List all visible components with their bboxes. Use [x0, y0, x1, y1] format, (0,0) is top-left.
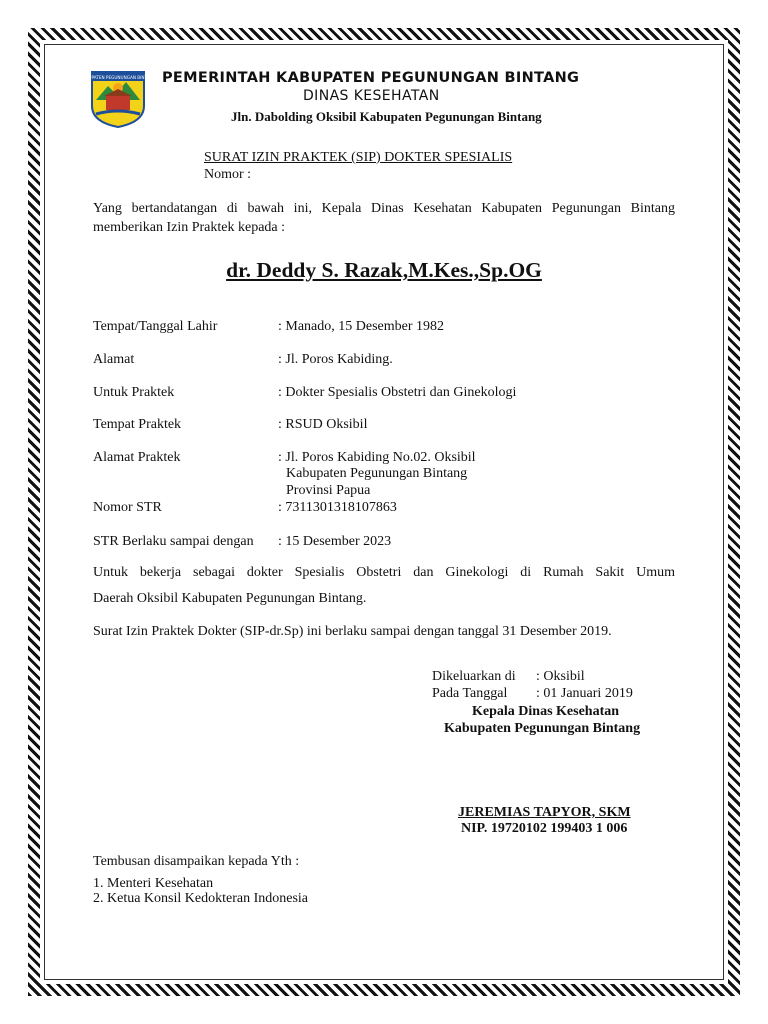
field-value-birth: : Manado, 15 Desember 1982 — [278, 319, 445, 334]
issued-label: Dikeluarkan di — [432, 669, 516, 684]
field-value-str-valid: : 15 Desember 2023 — [278, 534, 392, 549]
cc-item: 2. Ketua Konsil Kedokteran Indonesia — [93, 891, 308, 906]
letter-title: SURAT IZIN PRAKTEK (SIP) DOKTER SPESIALIS — [204, 150, 513, 165]
regency-emblem-icon — [79, 70, 157, 128]
field-label-practice: Untuk Praktek — [93, 385, 175, 400]
issued-value: : Oksibil — [536, 669, 585, 684]
letter-number: Nomor : — [204, 167, 252, 182]
signer-position-2: Kabupaten Pegunungan Bintang — [444, 721, 641, 736]
cc-item: 1. Menteri Kesehatan — [93, 876, 214, 891]
field-value-address: : Jl. Poros Kabiding. — [278, 352, 393, 367]
field-value-practice-address-2: Kabupaten Pegunungan Bintang — [286, 466, 468, 481]
field-value-practice-address: : Jl. Poros Kabiding No.02. Oksibil — [278, 450, 476, 465]
date-value: : 01 Januari 2019 — [536, 686, 633, 701]
doctor-name: dr. Deddy S. Razak,M.Kes.,Sp.OG — [226, 258, 542, 282]
purpose-line-1: Untuk bekerja sebagai dokter Spesialis Obstetri dan Ginekologi di Rumah Sakit Umum — [93, 565, 675, 580]
field-label-str: Nomor STR — [93, 500, 162, 515]
field-value-practice-address-3: Provinsi Papua — [286, 483, 371, 498]
field-label-str-valid: STR Berlaku sampai dengan — [93, 534, 254, 549]
signer-position-1: Kepala Dinas Kesehatan — [472, 704, 620, 719]
cc-heading: Tembusan disampaikan kepada Yth : — [93, 854, 300, 869]
header-address: Jln. Dabolding Oksibil Kabupaten Pegunungan Bintang — [231, 109, 542, 124]
header-office: DINAS KESEHATAN — [303, 88, 440, 104]
field-value-str: : 7311301318107863 — [278, 500, 397, 515]
field-value-practice: : Dokter Spesialis Obstetri dan Ginekologi — [278, 385, 517, 400]
emblem-caption: KABUPATEN PEGUNUNGAN BINTANG — [79, 75, 157, 80]
field-value-practice-place: : RSUD Oksibil — [278, 417, 368, 432]
field-label-practice-place: Tempat Praktek — [93, 417, 182, 432]
date-label: Pada Tanggal — [432, 686, 508, 701]
purpose-line-2: Daerah Oksibil Kabupaten Pegunungan Bintang. — [93, 591, 367, 606]
intro-line-2: memberikan Izin Praktek kepada : — [93, 220, 286, 235]
intro-line-1: Yang bertandatangan di bawah ini, Kepala Dinas Kesehatan Kabupaten Pegunungan Bintang — [93, 201, 675, 216]
signer-name: JEREMIAS TAPYOR, SKM — [458, 805, 631, 820]
header-government: PEMERINTAH KABUPATEN PEGUNUNGAN BINTANG — [162, 70, 580, 86]
field-label-practice-address: Alamat Praktek — [93, 450, 181, 465]
validity-statement: Surat Izin Praktek Dokter (SIP-dr.Sp) ini berlaku sampai dengan tanggal 31 Desember 2019. — [93, 624, 612, 639]
field-label-birth: Tempat/Tanggal Lahir — [93, 319, 218, 334]
signer-nip: NIP. 19720102 199403 1 006 — [461, 821, 628, 836]
field-label-address: Alamat — [93, 352, 135, 367]
